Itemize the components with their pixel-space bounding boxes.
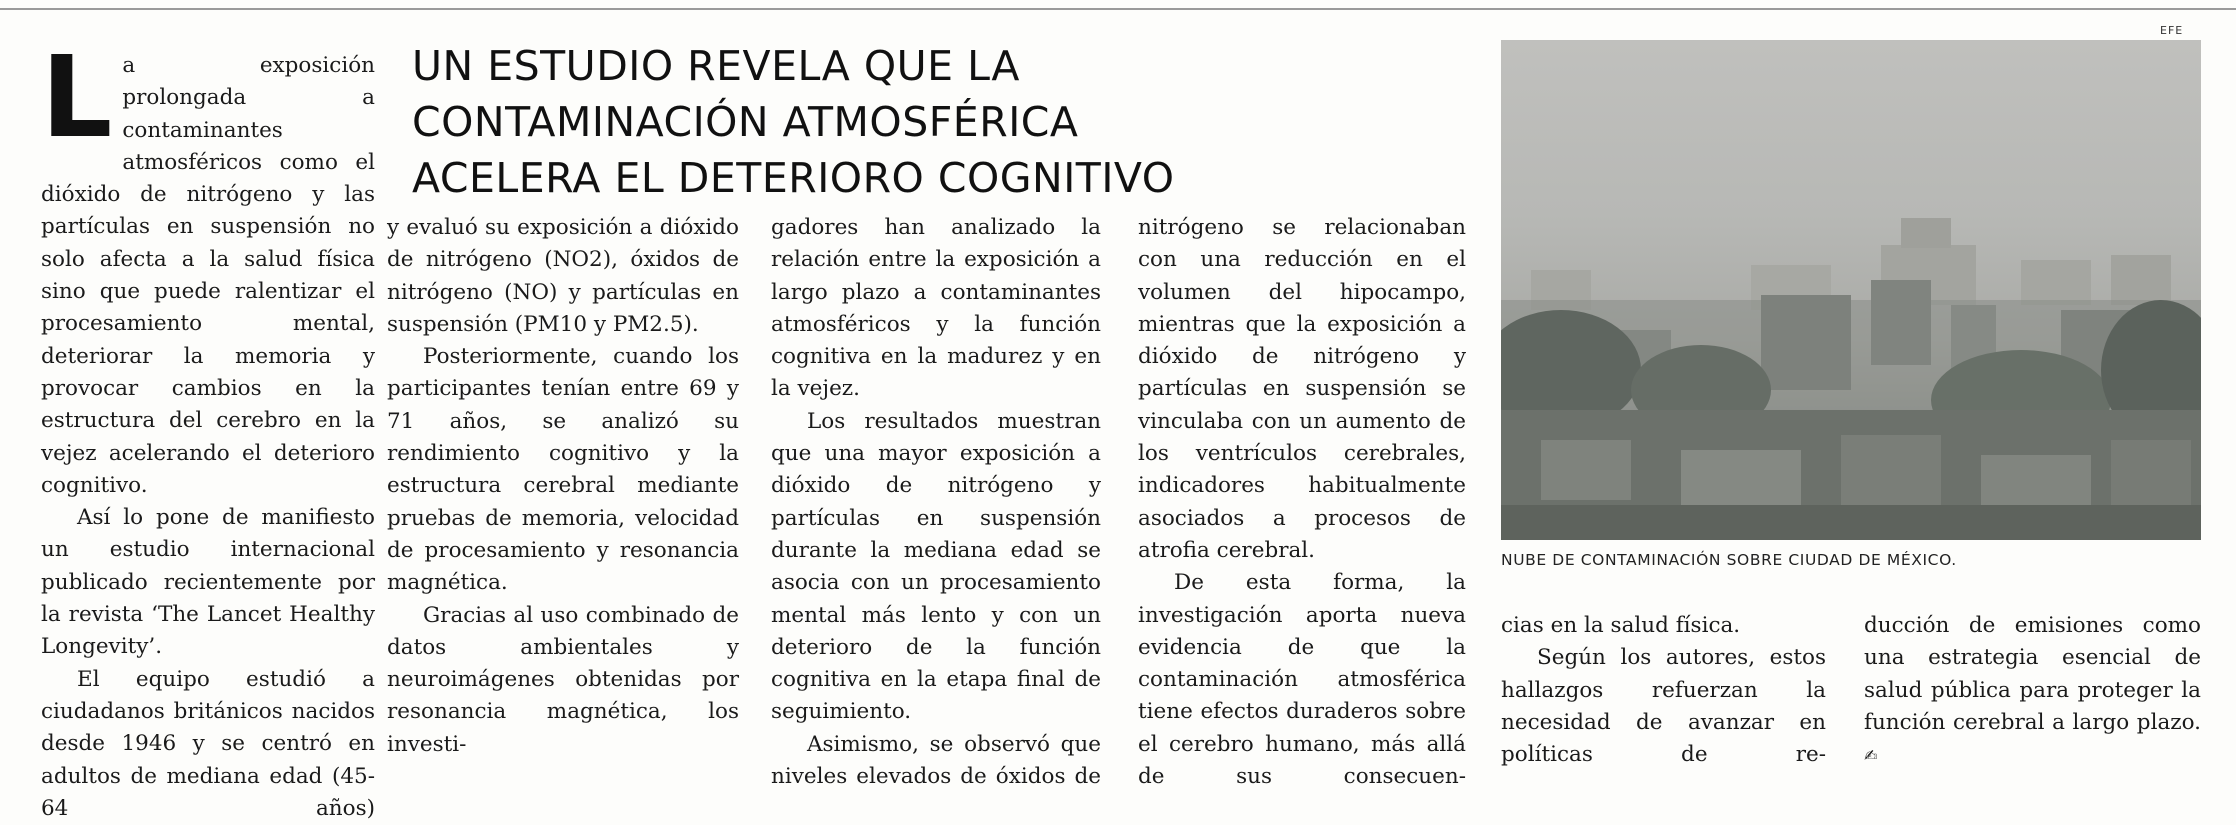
headline-line-3: ACELERA EL DETERIORO COGNITIVO	[412, 154, 1175, 202]
headline	[412, 38, 1212, 206]
paragraph: Gracias al uso combinado de datos ambientales y neuroimágenes obtenidas por resonancia magnética, los investi-	[387, 602, 739, 757]
paragraph-text: ducción de emisiones como una estrategia esencial de salud pública para proteger la función cerebral a largo plazo.	[1864, 613, 2201, 735]
paragraph-lead: a exposición prolongada a contaminantes atmosféricos como el dióxido de nitrógeno y las partículas en suspensión no solo afecta a la salud física sino que puede ralentizar el procesamiento mental, deteriorar la memoria y provocar cambios en la estructura del cerebro en la vejez acelerando el deterioro cognitivo.	[41, 53, 375, 498]
column-2	[387, 212, 739, 761]
paragraph: El equipo estudió a ciudadanos británicos nacidos desde 1946 y se centró en adultos de mediana edad (45-64 años)	[41, 666, 375, 821]
drop-cap: L	[41, 33, 113, 163]
top-rule	[0, 8, 2236, 10]
photo-credit: EFE	[2160, 24, 2184, 37]
headline-line-1: UN ESTUDIO REVELA QUE LA	[412, 42, 1020, 90]
photo-mexico-city-smog	[1501, 40, 2201, 540]
headline-line-2: CONTAMINACIÓN ATMOSFÉRICA	[412, 98, 1079, 146]
paragraph: cias en la salud física.	[1501, 613, 1741, 638]
end-mark-icon: ✍	[1864, 746, 1878, 766]
paragraph: nitrógeno se relacionaban con una reducción en el volumen del hipocampo, mientras que la exposición a dióxido de nitrógeno y partículas en suspensión se vinculaba con un aumento de los ventrículos cerebrales, indicadores habitualmente asociados a procesos de atrofia cerebral.	[1138, 215, 1466, 563]
column-6	[1864, 610, 2201, 772]
paragraph: Según los autores, estos hallazgos refuerzan la necesidad de avanzar en políticas de re-	[1501, 645, 1826, 768]
photo-caption: NUBE DE CONTAMINACIÓN SOBRE CIUDAD DE MÉXICO.	[1501, 551, 1957, 569]
paragraph	[1864, 610, 2201, 772]
paragraph: De esta forma, la investigación aporta nueva evidencia de que la contaminación atmosférica tiene efectos duraderos sobre el cerebro humano, más allá de sus consecuen-	[1138, 570, 1466, 790]
paragraph: gadores han analizado la relación entre la exposición a largo plazo a contaminantes atmosféricos y la función cognitiva en la madurez y en la vejez.	[771, 215, 1101, 402]
column-4	[1138, 212, 1466, 793]
column-1	[41, 33, 375, 825]
paragraph: Así lo pone de manifiesto un estudio internacional publicado recientemente por la revista ‘The Lancet Healthy Longevity’.	[41, 505, 375, 660]
paragraph: Los resultados muestran que una mayor exposición a dióxido de nitrógeno y partículas en suspensión durante la mediana edad se asocia con un procesamiento mental más lento y con un deterioro de la función cognitiva en la etapa final de seguimiento.	[771, 408, 1101, 725]
paragraph: Asimismo, se observó que niveles elevados de óxidos de	[771, 731, 1101, 790]
paragraph: y evaluó su exposición a dióxido de nitrógeno (NO2), óxidos de nitrógeno (NO) y partículas en suspensión (PM10 y PM2.5).	[387, 215, 739, 337]
paragraph: Posteriormente, cuando los participantes tenían entre 69 y 71 años, se analizó su rendimiento cognitivo y la estructura cerebral mediante pruebas de memoria, velocidad de procesamiento y resonancia magnética.	[387, 344, 739, 596]
city-skyline-illustration	[1501, 40, 2201, 540]
column-5	[1501, 610, 1826, 771]
column-3	[771, 212, 1101, 793]
